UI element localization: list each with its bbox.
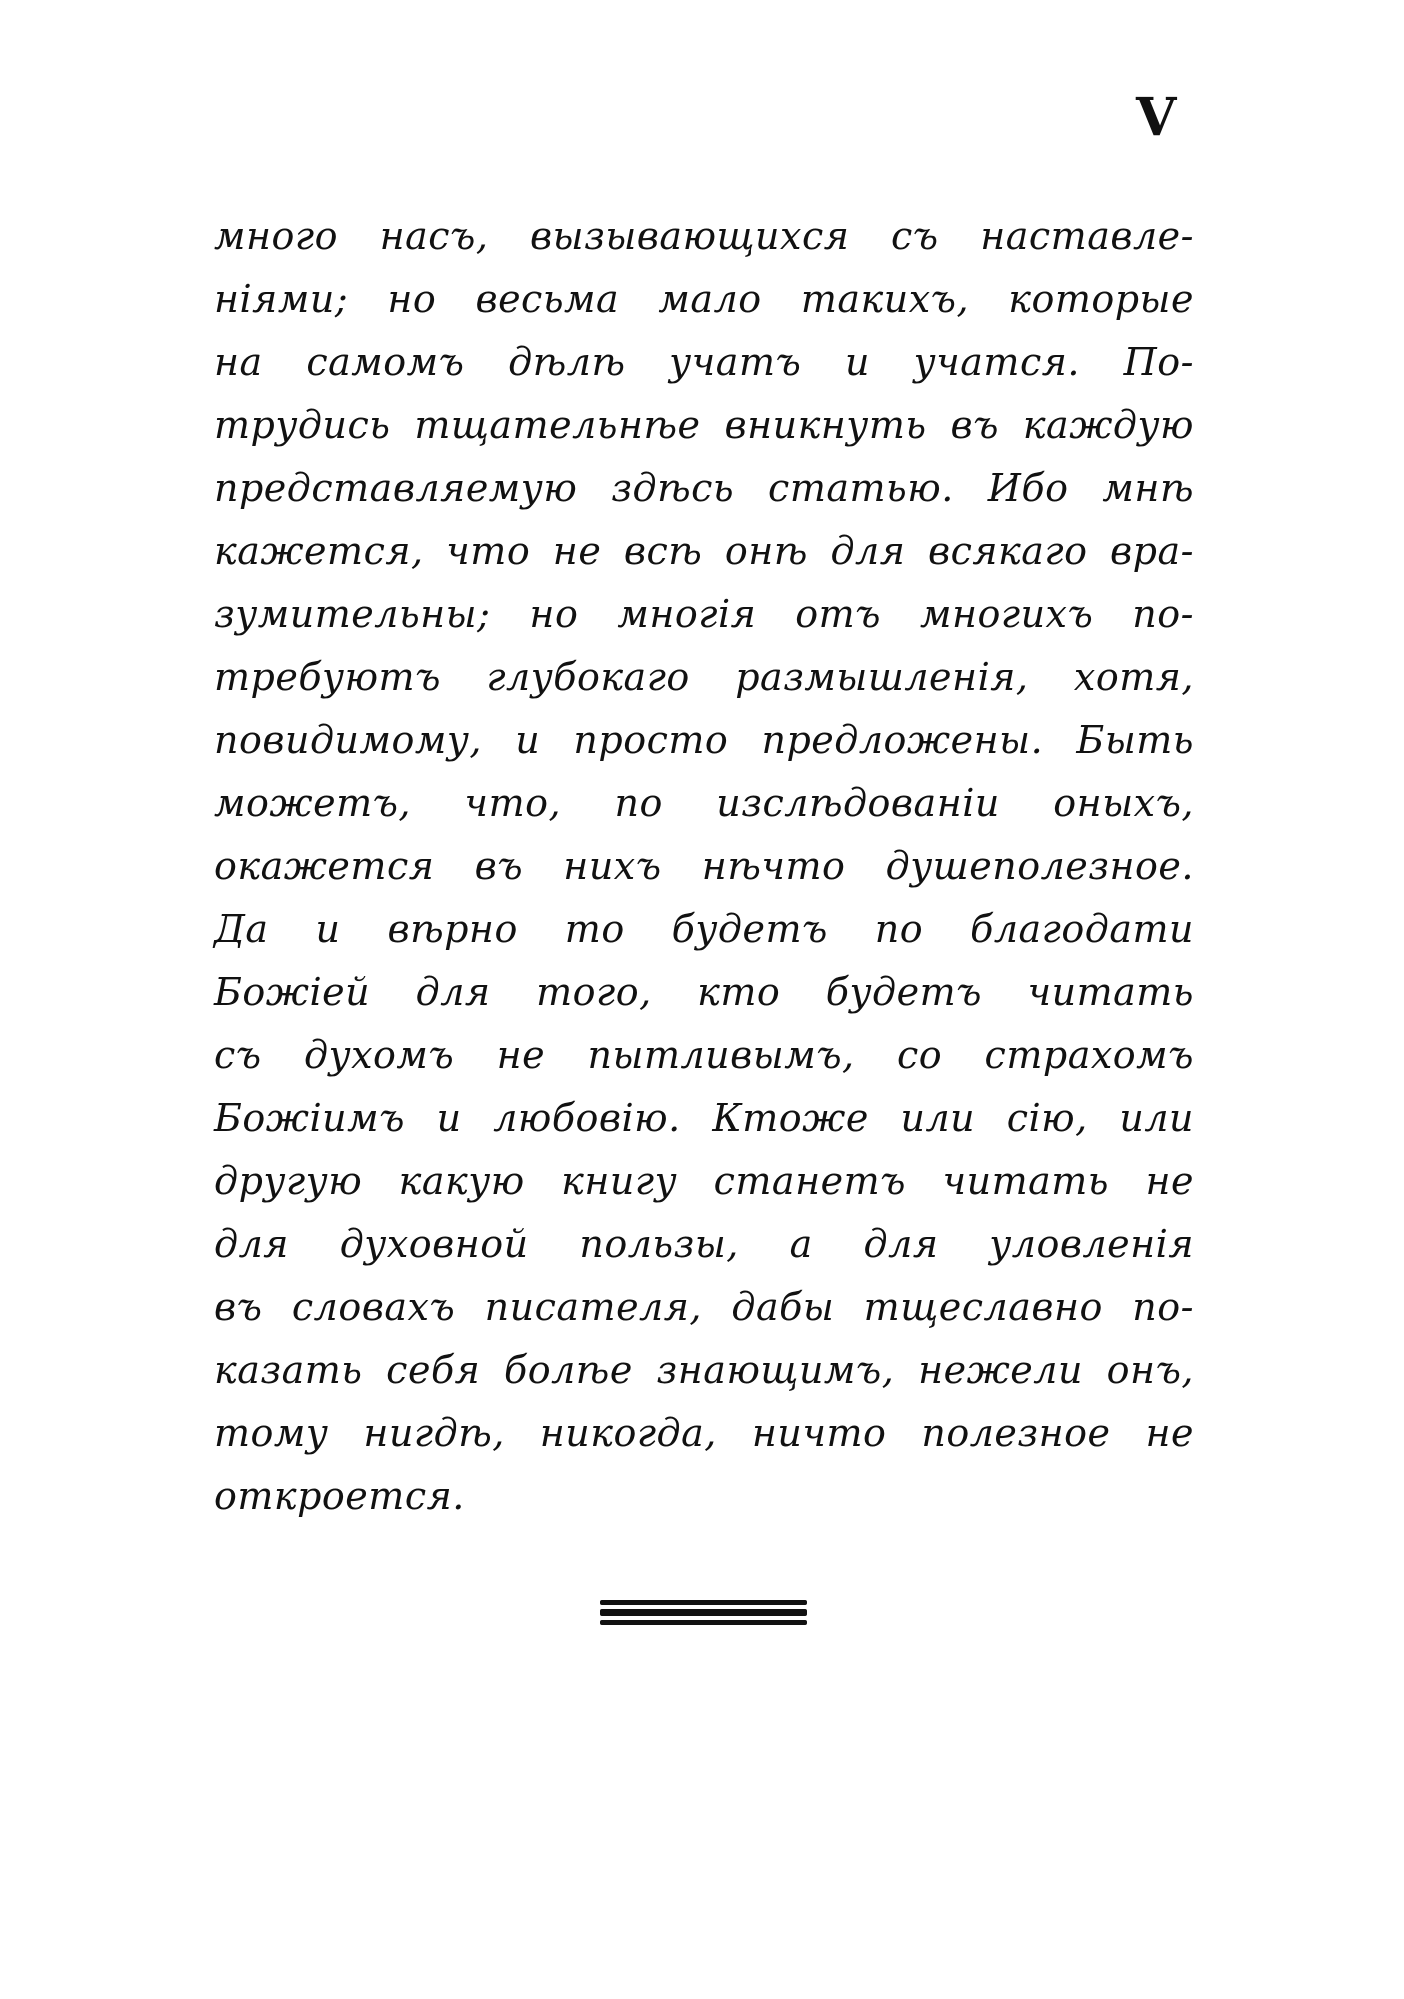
text-line: требуютъ глубокаго размышленія, хотя,	[214, 655, 1194, 699]
text-line: Божіимъ и любовію. Ктоже или сію, или	[214, 1096, 1194, 1140]
section-divider-ornament	[600, 1600, 807, 1630]
text-line: окажется въ нихъ нѣчто душеполезное.	[214, 844, 1194, 888]
divider-rule	[600, 1609, 807, 1616]
divider-rule	[600, 1600, 807, 1605]
text-line: Да и вѣрно то будетъ по благодати	[214, 907, 1194, 951]
text-line: кажется, что не всѣ онѣ для всякаго вра-	[214, 529, 1194, 573]
text-line: много насъ, вызывающихся съ наставле-	[214, 214, 1194, 258]
text-line: съ духомъ не пытливымъ, со страхомъ	[214, 1033, 1194, 1077]
text-line: въ словахъ писателя, дабы тщеславно по-	[214, 1285, 1194, 1329]
text-line: можетъ, что, по изслѣдованіи оныхъ,	[214, 781, 1194, 825]
page-number: V	[1136, 87, 1177, 148]
text-line: откроется.	[214, 1474, 465, 1518]
text-line: тому нигдѣ, никогда, ничто полезное не	[214, 1411, 1194, 1455]
text-line: трудись тщательнѣе вникнуть въ каждую	[214, 403, 1194, 447]
text-line: повидимому, и просто предложены. Быть	[214, 718, 1194, 762]
text-line: зумительны; но многія отъ многихъ по-	[214, 592, 1194, 636]
text-line: для духовной пользы, а для уловленія	[214, 1222, 1194, 1266]
body-text	[214, 205, 1194, 1528]
text-line: другую какую книгу станетъ читать не	[214, 1159, 1194, 1203]
divider-rule	[600, 1620, 807, 1625]
text-line: Божіей для того, кто будетъ читать	[214, 970, 1194, 1014]
text-line: казать себя болѣе знающимъ, нежели онъ,	[214, 1348, 1194, 1392]
text-line: на самомъ дѣлѣ учатъ и учатся. По-	[214, 340, 1194, 384]
text-line: ніями; но весьма мало такихъ, которые	[214, 277, 1194, 321]
text-line: представляемую здѣсь статью. Ибо мнѣ	[214, 466, 1194, 510]
